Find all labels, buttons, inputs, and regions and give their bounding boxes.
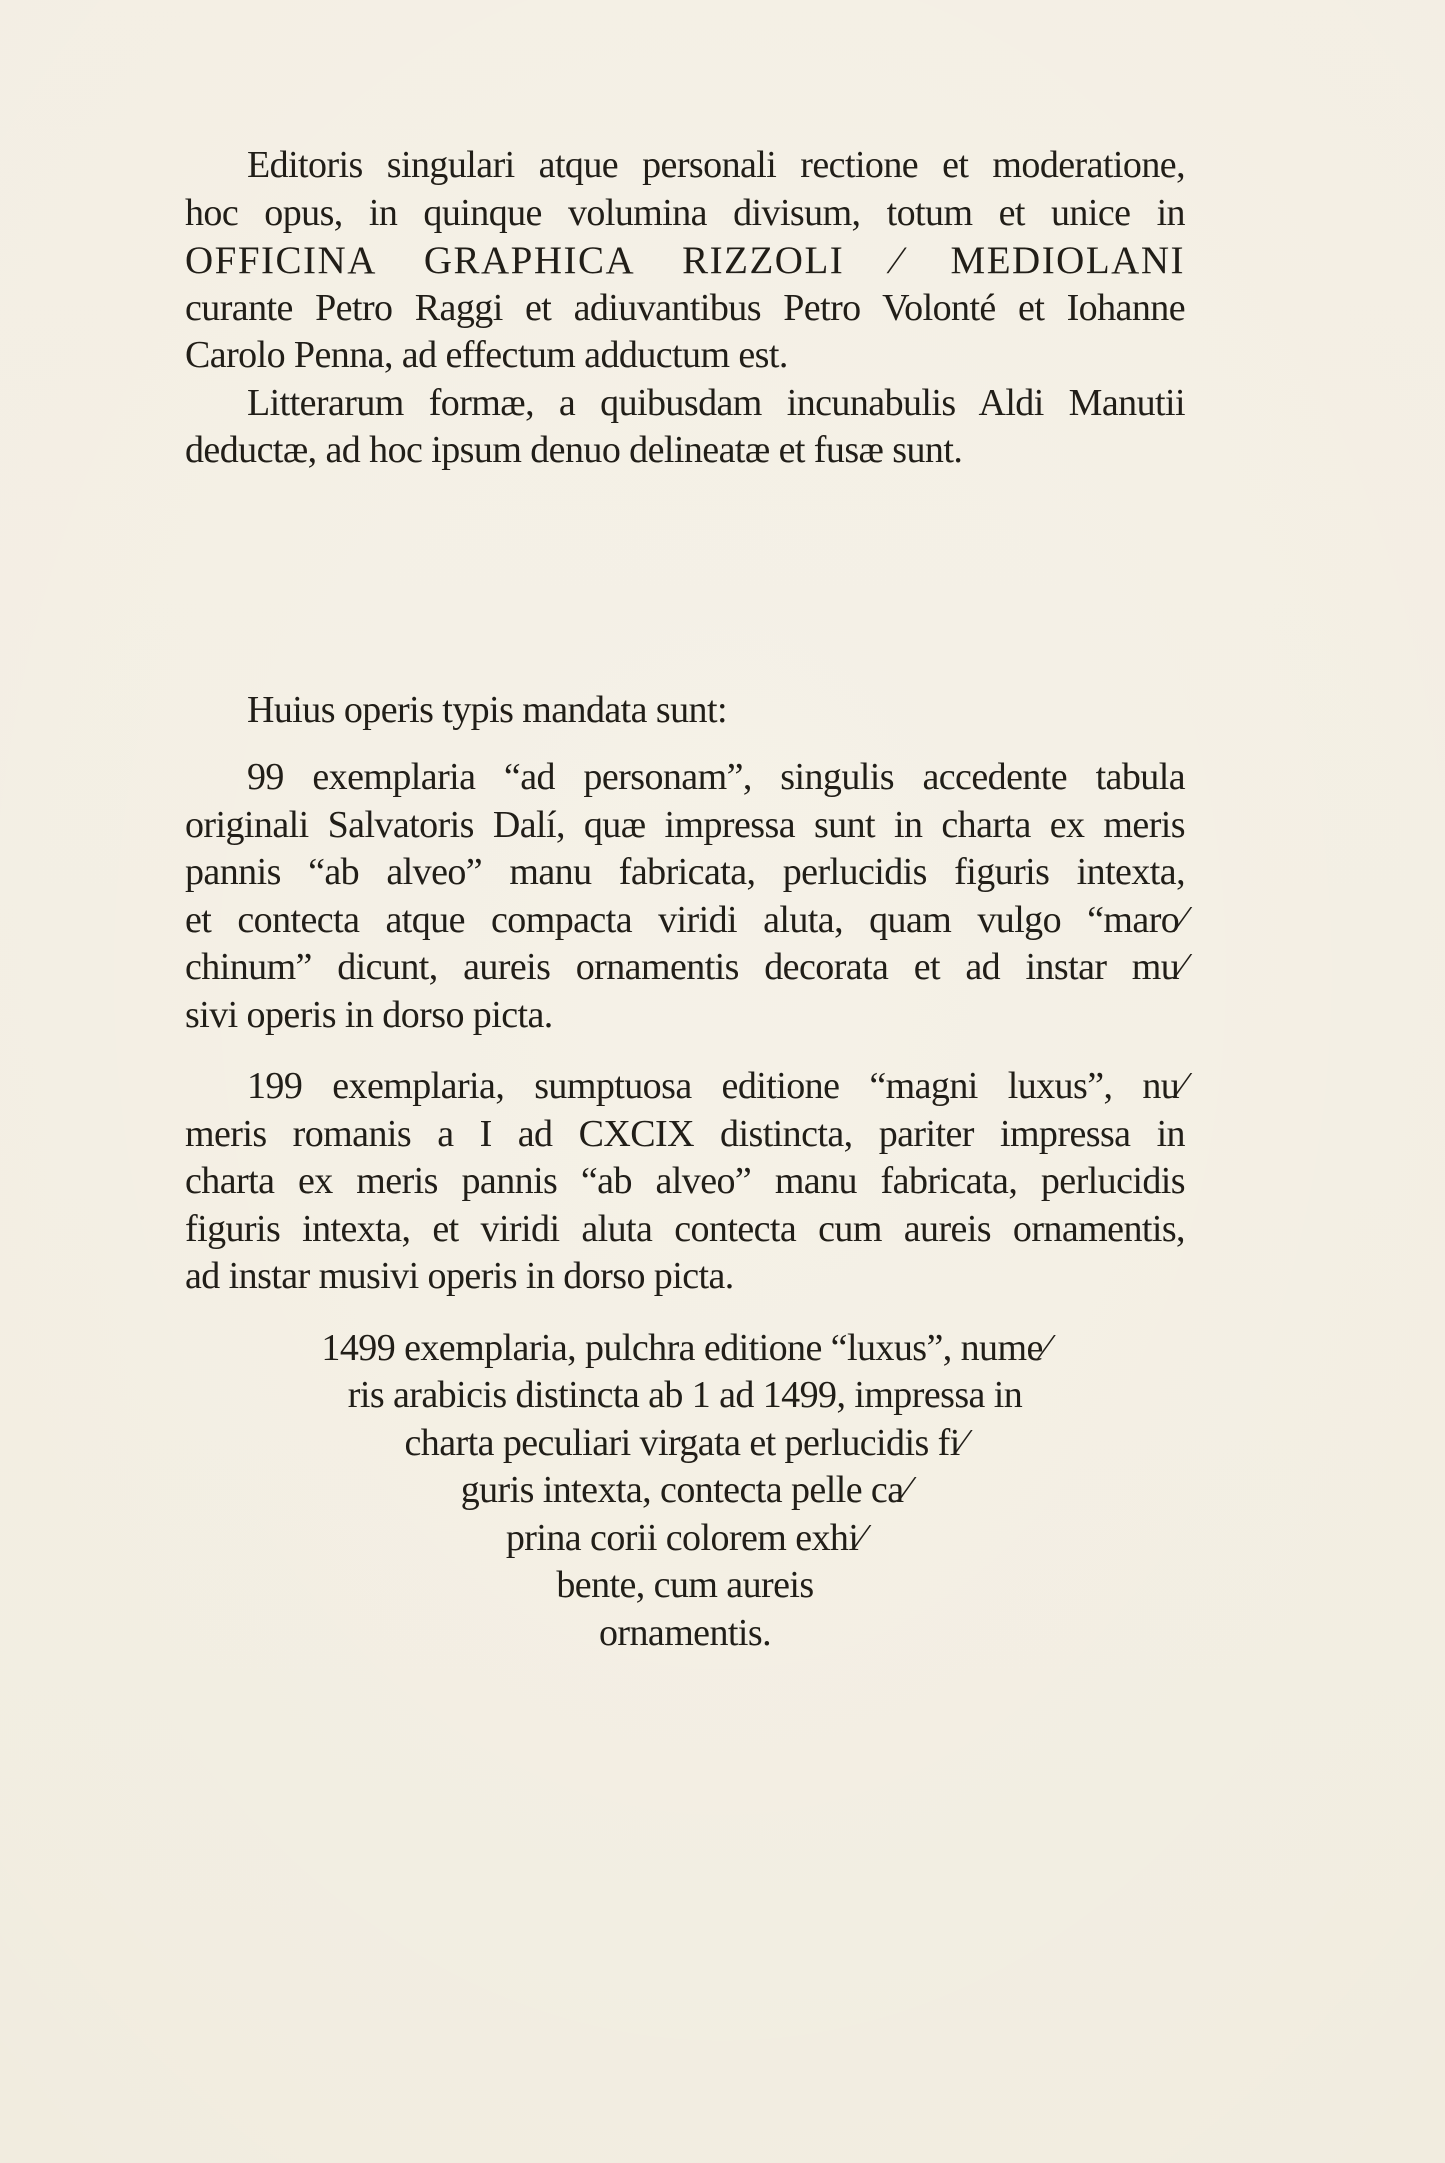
text-line: bente, cum aureis (556, 1564, 814, 1606)
text-line: hoc opus, in quinque volumina divisum, totum et unice in (185, 191, 1185, 234)
text-line: meris romanis a I ad CXCIX distincta, pariter impressa in (185, 1112, 1185, 1155)
heading-line: Huius operis typis mandata sunt: (247, 688, 727, 731)
text-line: 99 exemplaria “ad personam”, singulis accedente tabula (247, 756, 1185, 798)
text-line: sivi operis in dorso picta. (185, 993, 553, 1036)
text-line: guris intexta, contecta pelle ca⁄ (460, 1469, 910, 1511)
text-line: ad instar musivi operis in dorso picta. (185, 1255, 734, 1297)
text-line: pannis “ab alveo” manu fabricata, perlucidis figuris intexta, (185, 851, 1185, 893)
text-line: ris arabicis distincta ab 1 ad 1499, impressa in (347, 1374, 1023, 1416)
text-line: figuris intexta, et viridi aluta contecta cum aureis ornamentis, (185, 1207, 1185, 1250)
text-line: charta ex meris pannis “ab alveo” manu fabricata, perlucidis (185, 1160, 1185, 1202)
text-line: ornamentis. (598, 1611, 772, 1654)
text-line: chinum” dicunt, aureis ornamentis decorata et ad instar mu⁄ (185, 946, 1185, 988)
text-line: Editoris singulari atque personali rectione et moderatione, (247, 144, 1185, 186)
text-line: curante Petro Raggi et adiuvantibus Petro Volonté et Iohanne (185, 286, 1185, 329)
text-line: et contecta atque compacta viridi aluta, quam vulgo “maro⁄ (185, 898, 1185, 941)
text-line: 1499 exemplaria, pulchra editione “luxus”, nume⁄ (321, 1326, 1049, 1369)
text-line: Litterarum formæ, a quibusdam incunabulis Aldi Manutii (247, 381, 1185, 424)
text-line: Carolo Penna, ad effectum adductum est. (185, 334, 788, 376)
colophon-text-block (185, 142, 1185, 1657)
edition-199-paragraph (185, 1063, 1185, 1301)
publisher-imprint-line: OFFICINA GRAPHICA RIZZOLI ⁄ MEDIOLANI (185, 239, 1185, 282)
text-line: charta peculiari virgata et perlucidis fi⁄ (404, 1421, 966, 1464)
text-line: 199 exemplaria, sumptuosa editione “magni luxus”, nu⁄ (247, 1065, 1185, 1107)
edition-99-paragraph (185, 754, 1185, 1039)
edition-1499-paragraph (185, 1325, 1185, 1658)
text-line: prina corii colorem exhi⁄ (505, 1516, 865, 1559)
typeface-note-paragraph (185, 380, 1185, 475)
opening-statement-paragraph (185, 142, 1185, 380)
text-line: deductæ, ad hoc ipsum denuo delineatæ et fusæ sunt. (185, 429, 963, 471)
print-run-heading (185, 687, 1185, 735)
text-line: originali Salvatoris Dalí, quæ impressa sunt in charta ex meris (185, 803, 1185, 846)
